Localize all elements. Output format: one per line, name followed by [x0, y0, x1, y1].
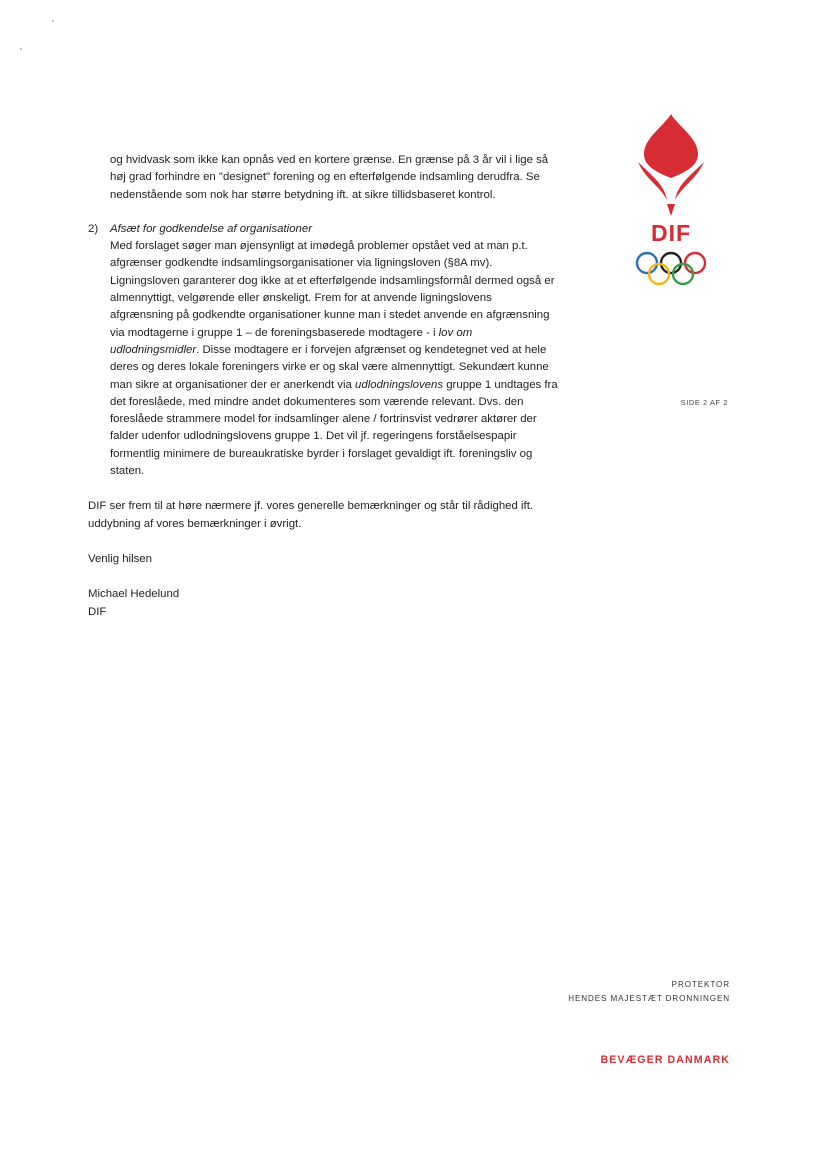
signature-name: Michael Hedelund [88, 588, 180, 601]
scan-speck [52, 20, 54, 22]
item-body-part: gruppe 1 undtages fra det foreslåede, med mindre andet dokumenteres som værende relevant. Dvs. den foreslåede strammere model for indsamlinger alene / fortrinsvist vedrører aktører der falder udenfor udlodningslovens gruppe 1. Det vil jf. regeringens forståelsespapir formentlig minimere de bureaukratiske byrder i forslaget gevaldigt ift. foreningsliv og staten. [110, 378, 558, 478]
dif-logo [634, 112, 714, 292]
logo-text: DIF [650, 220, 692, 246]
tagline: BEVÆGER DANMARK [600, 1054, 730, 1066]
item-body-emphasis: lov om udlodningsmidler [110, 326, 473, 356]
item-body-part: . Disse modtagere er i forvejen afgrænset og kendetegnet ved at hele deres og deres lokale foreningers virke er og skal være almennyttigt. Sekundært kunne man sikre at organisationer der er anerkendt via [110, 343, 549, 391]
item-body-emphasis: udlodningslovens [355, 378, 444, 391]
protector-label: PROTEKTOR [671, 980, 730, 989]
numbered-item-2 [88, 221, 558, 480]
greeting: Venlig hilsen [88, 552, 152, 565]
item-number: 2) [88, 222, 99, 235]
flame-icon [634, 112, 708, 218]
item-body [110, 238, 558, 480]
item-body-part: Med forslaget søger man øjensynligt at imødegå problemer opstået ved at man p.t. afgrænser godkendte indsamlingsorganisationer via ligningsloven (§8A mv). Ligningsloven garanterer dog ikke at et efterfølgende indsamlingsformål dermed også er almennyttigt, velgørende eller ønskeligt. Frem for at anvende ligningslovens afgrænsning på godkendte organisationer kunne man i stedet anvende en afgrænsning via modtagerne i gruppe 1 – de foreningsbaserede modtagere - i [110, 240, 555, 339]
protector-name: HENDES MAJESTÆT DRONNINGEN [568, 994, 730, 1003]
signature-org: DIF [88, 605, 107, 618]
scan-speck [20, 48, 22, 50]
protector-block [568, 978, 730, 1006]
page-indicator: SIDE 2 AF 2 [680, 398, 728, 407]
letter-body [88, 152, 558, 621]
item-title: Afsæt for godkendelse af organisationer [110, 222, 312, 235]
continued-paragraph: og hvidvask som ikke kan opnås ved en kortere grænse. En grænse på 3 år vil i lige så høj grad forhindre en "designet" forening og en efterfølgende indsamling derudfra. Se nedenstående som nok har større betydning ift. at sikre tillidsbaseret kontrol. [110, 154, 549, 201]
olympic-rings-icon [634, 250, 708, 290]
closing-paragraph: DIF ser frem til at høre nærmere jf. vores generelle bemærkninger og står til rådighed ift. uddybning af vores bemærkninger i øvrigt. [88, 500, 534, 530]
